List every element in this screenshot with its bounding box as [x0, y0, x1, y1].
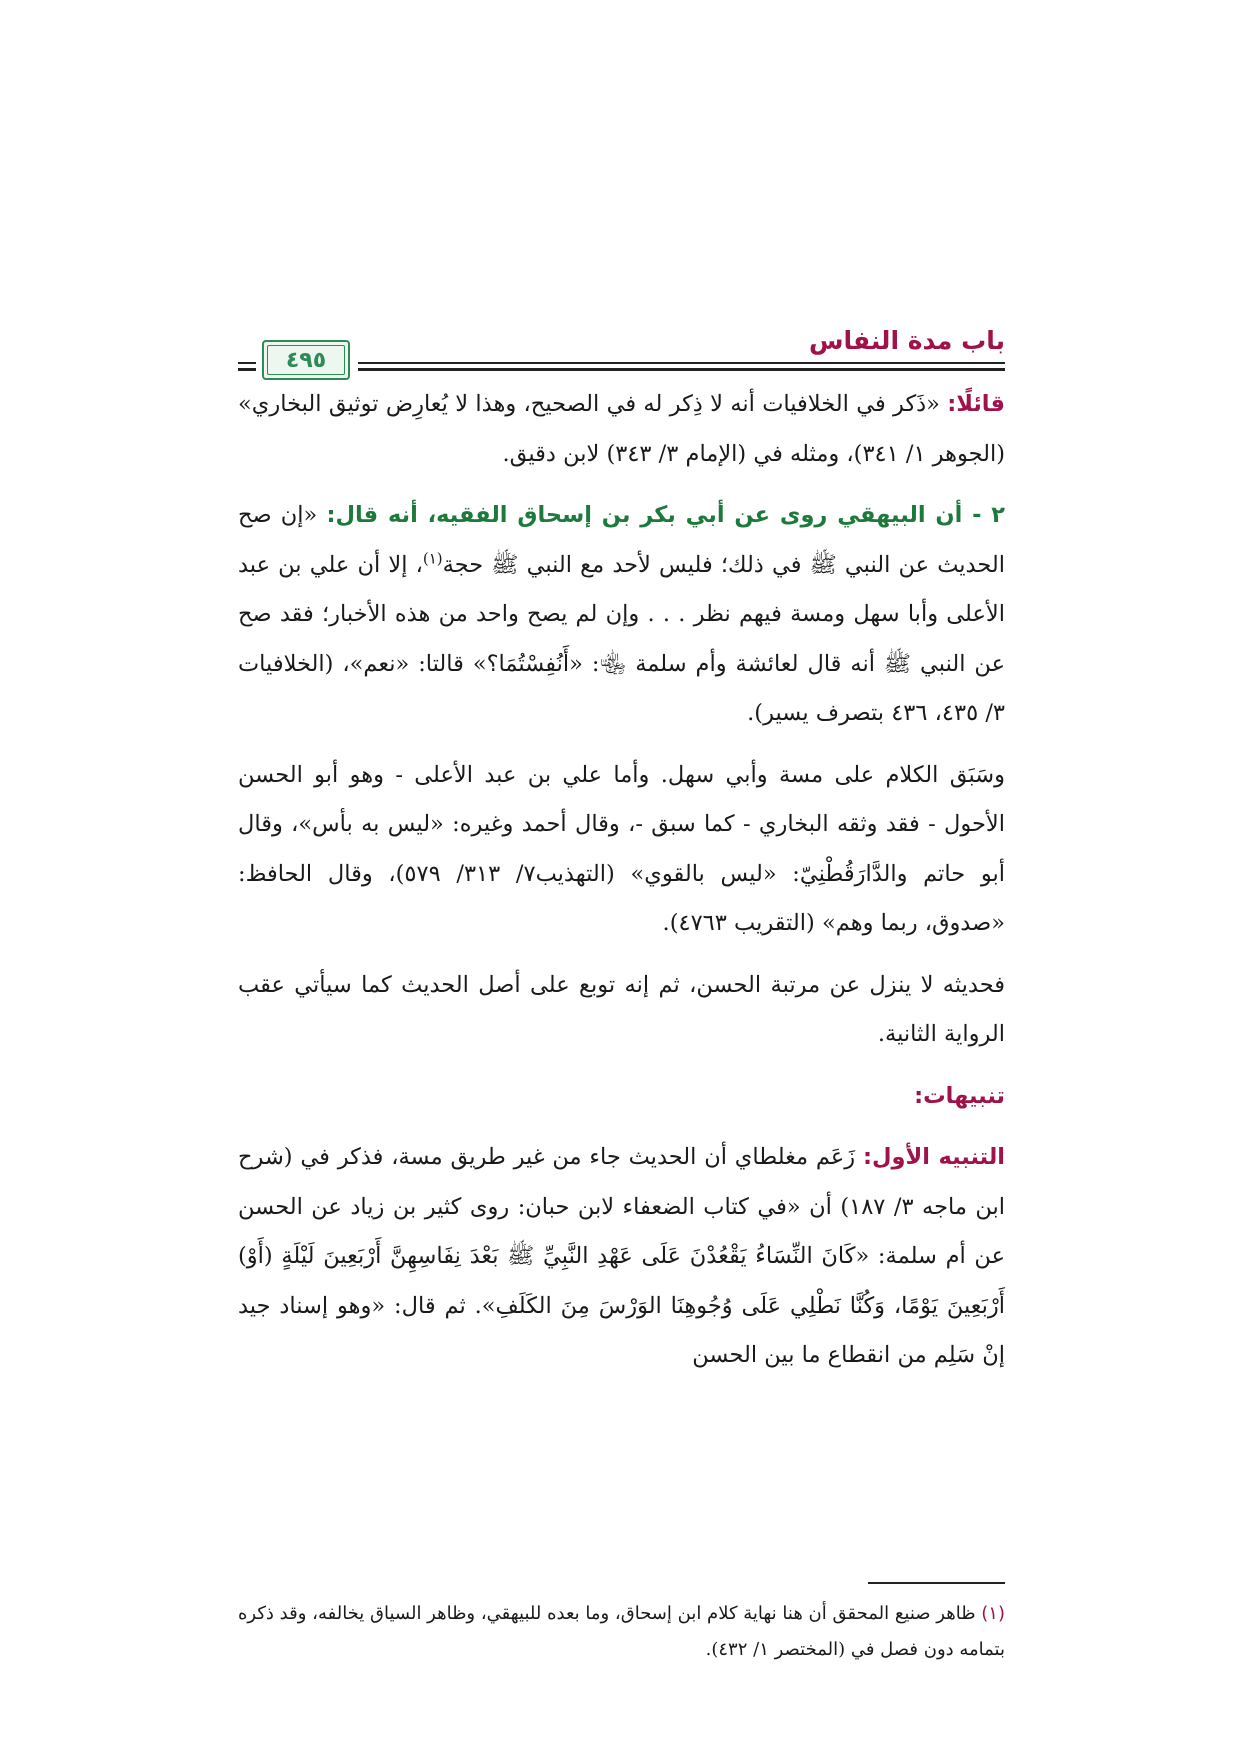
main-text: [238, 380, 1005, 1393]
section-heading: [238, 1072, 1005, 1122]
paragraph-text: فحديثه لا ينزل عن مرتبة الحسن، ثم إنه توبع على أصل الحديث كما سيأتي عقب الرواية الثانية.: [238, 971, 1005, 1047]
footnote-reference[interactable]: (١): [422, 549, 443, 567]
page-number-badge: [262, 340, 350, 380]
paragraph-2: [238, 491, 1005, 739]
paragraph-text-continued: ، إلا أن علي بن عبد الأعلى وأبا سهل ومسة فيهم نظر . . . وإن لم يصح واحد من هذه الأخبار؛ فقد صح عن النبي ﷺ أنه قال لعائشة وأم سلمة ﵄: «أَنُفِسْتُمَا؟» قالتا: «نعم»، (الخلافيات ٣/ ٤٣٥، ٤٣٦ بتصرف يسير).: [238, 551, 1005, 726]
paragraph-1: [238, 380, 1005, 479]
paragraph-5: [238, 1133, 1005, 1381]
chapter-title: باب مدة النفاس: [808, 326, 1005, 355]
header-rule-right: [358, 362, 1005, 371]
page-header: [238, 318, 1005, 374]
paragraph-text: «إن صح الحديث عن النبي ﷺ في ذلك؛ فليس لأحد مع النبي ﷺ حجة: [238, 502, 1005, 578]
footnote-1: [238, 1596, 1005, 1668]
paragraph-text: وسَبَق الكلام على مسة وأبي سهل. وأما علي بن عبد الأعلى - وهو أبو الحسن الأحول - فقد وثقه البخاري - كما سبق -، وقال أحمد وغيره: «ليس به بأس»، وقال أبو حاتم والدَّارَقُطْنِيّ: «ليس بالقوي» (التهذيب٧/ ٣١٣/ ٥٧٩)، وقال الحافظ: «صدوق، ربما وهم» (التقريب ٤٧٦٣).: [238, 761, 1005, 936]
paragraph-label: التنبيه الأول:: [862, 1144, 1005, 1170]
footnote-number: (١): [981, 1603, 1005, 1624]
paragraph-text: «ذَكر في الخلافيات أنه لا ذِكر له في الصحيح، وهذا لا يُعارِض توثيق البخاري» (الجوهر ١/ ٣٤١)، ومثله في (الإمام ٣/ ٣٤٣) لابن دقيق.: [238, 391, 1005, 467]
footnote-text: ظاهر صنيع المحقق أن هنا نهاية كلام ابن إسحاق، وما بعده للبيهقي، وظاهر السياق يخالفه، وقد ذكره بتمامه دون فصل في (المختصر ١/ ٤٣٢).: [238, 1603, 1005, 1660]
header-rule-left: [238, 362, 256, 371]
paragraph-label: قائلًا:: [947, 391, 1005, 417]
paragraph-text: زَعَم مغلطاي أن الحديث جاء من غير طريق مسة، فذكر في (شرح ابن ماجه ٣/ ١٨٧) أن «في كتاب الضعفاء لابن حبان: روى كثير بن زياد عن الحسن عن أم سلمة: «كَانَ النِّسَاءُ يَقْعُدْنَ عَلَى عَهْدِ النَّبِيِّ ﷺ بَعْدَ نِفَاسِهِنَّ أَرْبَعِينَ لَيْلَةٍ (أَوْ) أَرْبَعِينَ يَوْمًا، وَكُنَّا نَطْلِي عَلَى وُجُوهِنَا الوَرْسَ مِنَ الكَلَفِ». ثم قال: «وهو إسناد جيد إنْ سَلِم من انقطاع ما بين الحسن: [238, 1144, 1006, 1368]
paragraph-4: [238, 961, 1005, 1060]
page-number: ٤٩٥: [285, 347, 327, 373]
section-heading-text: تنبيهات:: [914, 1082, 1005, 1109]
paragraph-label: ٢ - أن البيهقي روى عن أبي بكر بن إسحاق الفقيه، أنه قال:: [326, 502, 1005, 528]
footnote-separator: [868, 1582, 1005, 1584]
paragraph-3: [238, 751, 1005, 949]
footnotes: [238, 1596, 1005, 1668]
